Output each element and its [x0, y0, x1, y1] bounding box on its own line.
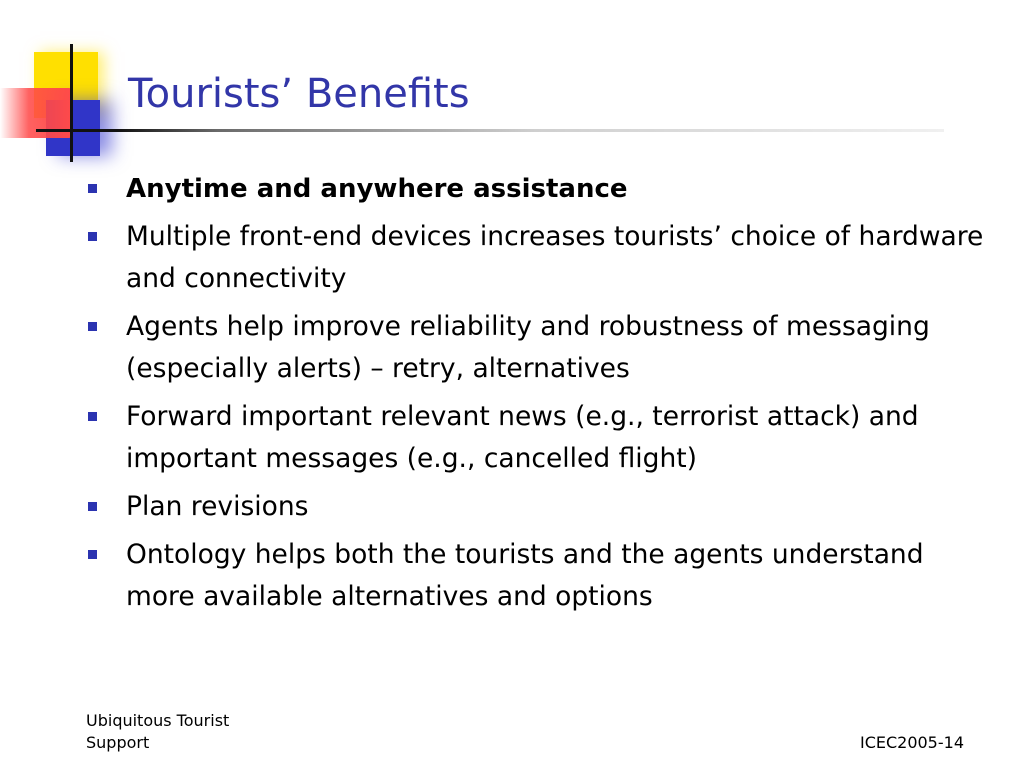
footer-presentation-title [86, 710, 286, 754]
footer-left-line: Support [86, 733, 150, 752]
square-bullet-icon [88, 232, 97, 241]
bullet-text: Anytime and anywhere assistance [126, 174, 628, 204]
square-bullet-icon [88, 184, 97, 193]
bullet-item [86, 534, 986, 618]
bullet-item [86, 486, 986, 528]
bullet-text: Agents help improve reliability and robustness of messaging (especially alerts) – retry, alternatives [126, 311, 930, 384]
square-bullet-icon [88, 502, 97, 511]
bullet-text: Forward important relevant news (e.g., terrorist attack) and important messages (e.g., cancelled flight) [126, 401, 919, 474]
footer-slide-id: ICEC2005-14 [859, 733, 964, 752]
bullet-text: Multiple front-end devices increases tourists’ choice of hardware and connectivity [126, 221, 984, 294]
square-bullet-icon [88, 322, 97, 331]
title-underline [36, 129, 944, 132]
decorative-logo [0, 0, 140, 170]
bullet-text: Plan revisions [126, 491, 309, 522]
slide-title: Tourists’ Benefits [128, 71, 470, 117]
bullet-item [86, 396, 986, 480]
bullet-item [86, 306, 986, 390]
footer-left-line: Ubiquitous Tourist [86, 711, 230, 730]
square-bullet-icon [88, 550, 97, 559]
bullet-item [86, 216, 986, 300]
logo-vertical-line [70, 44, 73, 162]
bullet-list [86, 168, 986, 624]
square-bullet-icon [88, 412, 97, 421]
bullet-text: Ontology helps both the tourists and the agents understand more available alternatives and options [126, 539, 924, 612]
bullet-item [86, 168, 986, 210]
